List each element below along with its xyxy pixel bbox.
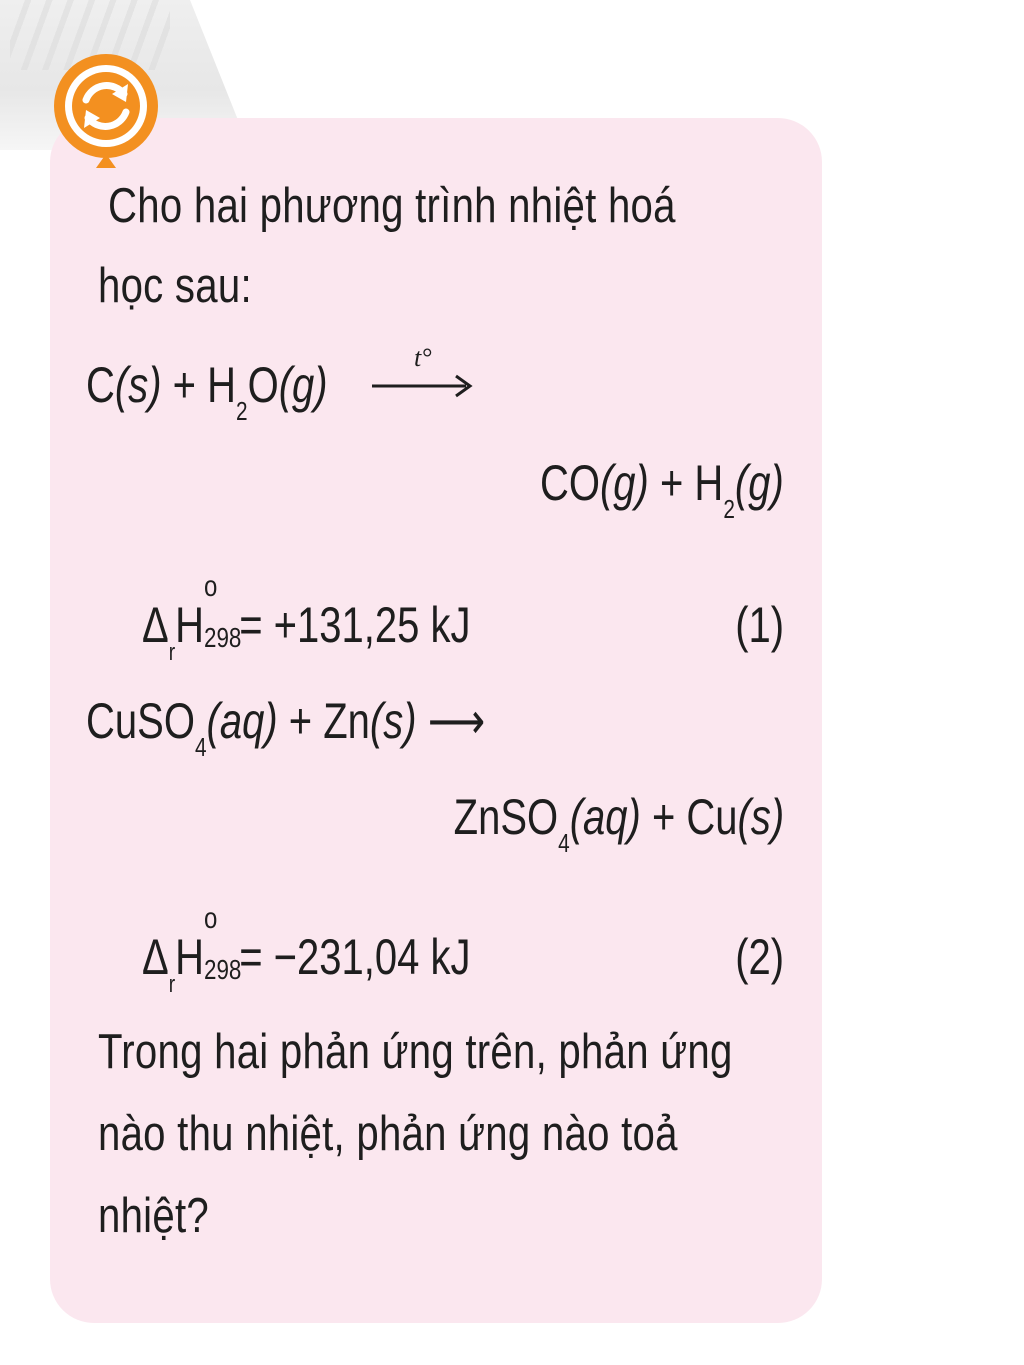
reaction1-o: O [247, 357, 279, 413]
reaction2-cuso: CuSO [86, 693, 195, 749]
reaction1-state-s: (s) [114, 357, 162, 413]
reaction2-enthalpy [142, 902, 471, 998]
enthalpy-h: H [175, 597, 205, 653]
reaction2-number: (2) [735, 929, 784, 985]
subscript-r: r [168, 639, 176, 666]
question-outro-line2: nào thu nhiệt, phản ứng nào toả [98, 1107, 678, 1161]
reaction-arrow: ⟶ [427, 693, 486, 749]
reaction2-products [453, 789, 784, 858]
reaction1-enthalpy [142, 570, 471, 666]
reaction2-zn: Zn [323, 693, 370, 749]
reaction1-state-g: (g) [278, 357, 328, 413]
heat-arrow [368, 342, 478, 406]
reaction2-state-s: (s) [737, 789, 784, 845]
subscript-298: 298 [204, 622, 242, 653]
arrow-label: t° [414, 343, 432, 372]
subscript-298: 298 [204, 954, 242, 985]
question-intro-line1: Cho hai phương trình nhiệt hoá [108, 179, 676, 233]
question-outro-line3: nhiệt? [98, 1189, 209, 1243]
delta-symbol: Δ [142, 597, 169, 653]
reaction1-enthalpy-value: = +131,25 kJ [239, 597, 471, 653]
reaction1-c: C [86, 357, 115, 413]
delta-symbol: Δ [142, 929, 169, 985]
subscript-r: r [168, 971, 176, 998]
reaction1-number: (1) [735, 597, 784, 653]
reaction2-state-s: (s) [369, 693, 417, 749]
plus-sign: + [640, 789, 687, 845]
plus-sign: + [277, 693, 324, 749]
superscript-o: o [204, 902, 218, 935]
plus-sign: + [649, 455, 695, 511]
reaction1-reactants [86, 357, 328, 426]
reaction1-state-g: (g) [600, 455, 650, 511]
subscript: 4 [557, 828, 570, 858]
reaction1-h: H [207, 357, 237, 413]
refresh-cycle-icon [50, 50, 162, 170]
reaction1-products [540, 455, 784, 524]
reaction2-state-aq: (aq) [206, 693, 278, 749]
reaction2-cu: Cu [686, 789, 738, 845]
reaction2-reactants [86, 693, 486, 762]
reaction1-co: CO [540, 455, 601, 511]
reaction2-state-aq: (aq) [569, 789, 641, 845]
question-outro-line1: Trong hai phản ứng trên, phản ứng [98, 1025, 733, 1079]
subscript: 4 [194, 732, 207, 762]
subscript: 2 [723, 494, 736, 524]
superscript-o: o [204, 570, 218, 603]
reaction1-h2: H [694, 455, 724, 511]
reaction1-state-g: (g) [735, 455, 784, 511]
reaction2-znso: ZnSO [453, 789, 558, 845]
enthalpy-h: H [175, 929, 205, 985]
plus-sign: + [161, 357, 208, 413]
question-intro-line2: học sau: [98, 259, 252, 313]
reaction2-enthalpy-value: = −231,04 kJ [239, 929, 471, 985]
subscript: 2 [236, 396, 248, 426]
